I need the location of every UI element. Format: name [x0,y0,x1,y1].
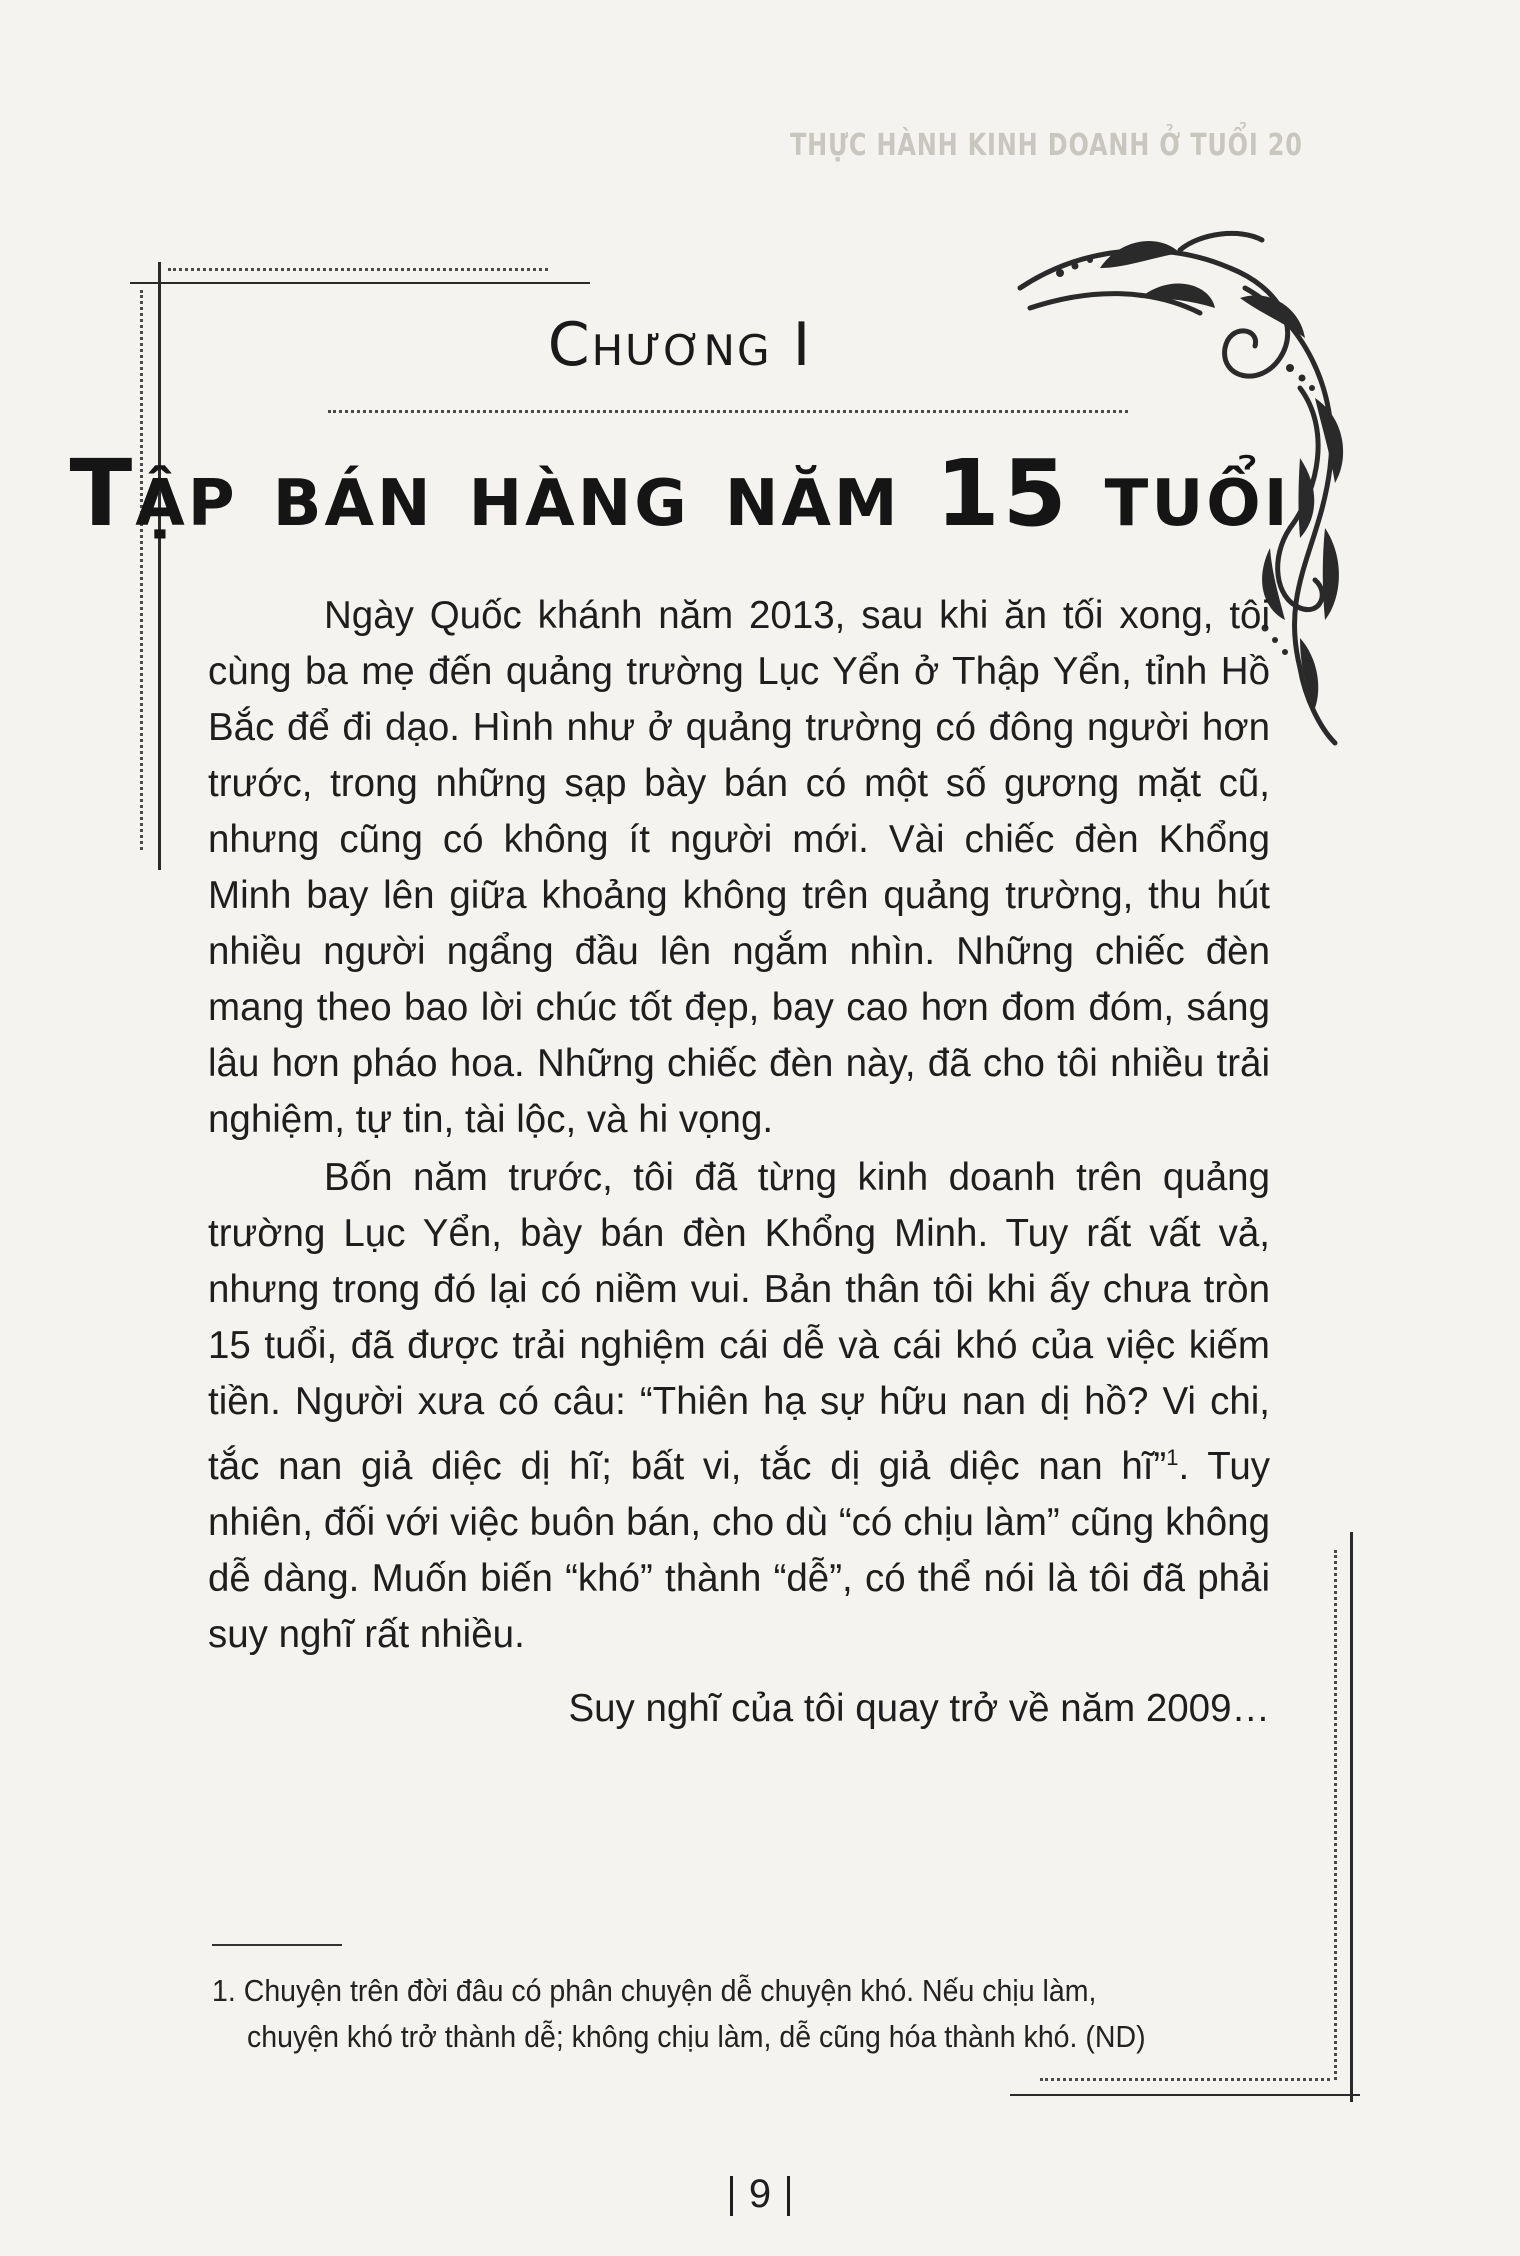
frame-right-line [1350,1532,1353,2102]
footnote [212,1968,1224,2060]
footnote-line-1: Chuyện trên đời đâu có phân chuyện dễ chuyện khó. Nếu chịu làm, [243,1973,1097,2008]
chapter-divider [328,410,1128,413]
footnote-line-2: chuyện khó trở thành dễ; không chịu làm, dễ cũng hóa thành khó. (ND) [246,2019,1146,2054]
footnote-number: 1. [212,1973,236,2008]
paragraph-2-text: Bốn năm trước, tôi đã từng kinh doanh trên quảng trường Lục Yển, bày bán đèn Khổng Minh. Tuy rất vất vả, nhưng trong đó lại có niềm vui. Bản thân tôi khi ấy chưa tròn 15 tuổi, đã được trải nghiệm cái dễ và cái khó của việc kiếm tiền. Người xưa có câu: “Thiên hạ sự hữu nan dị hồ? Vi chi, tắc nan giả diệc dị hĩ; bất vi, tắc dị giả diệc nan hĩ” [208,1156,1270,1488]
bleed-through-header: THỰC HÀNH KINH DOANH Ở TUỔI 20 [790,128,1303,163]
body-text [208,588,1270,1737]
closing-line: Suy nghĩ của tôi quay trở về năm 2009… [568,1686,1270,1730]
paragraph-2: Bốn năm trước, tôi đã từng kinh doanh trên quảng trường Lục Yển, bày bán đèn Khổng Minh. Tuy rất vất vả, nhưng trong đó lại có niềm vui. Bản thân tôi khi ấy chưa tròn 15 tuổi, đã được trải nghiệm cái dễ và cái khó của việc kiếm tiền. Người xưa có câu: “Thiên hạ sự hữu nan dị hồ? Vi chi, tắc nan giả diệc dị hĩ; bất vi, tắc dị giả diệc nan hĩ”$^1$. Tuy nhiên, đối với việc buôn bán, cho dù “có chịu làm” cũng không dễ dàng. Muốn biến “khó” thành “dễ”, có thể nói là tôi đã phải suy nghĩ rất nhiều. [208,1156,1271,1656]
paragraph-2-continuation: Tuy nhiên, đối với việc buôn bán, cho dù “có chịu làm” cũng không dễ dàng. Muốn biến “khó” thành “dễ”, có thể nói là tôi đã phải suy nghĩ rất nhiều. [208,1444,1271,1656]
page-number-bar-right [787,2176,790,2216]
frame-bottom-dotted [1040,2078,1330,2081]
frame-top-dotted [168,268,548,271]
frame-right-dotted [1334,1550,1337,2080]
frame-bottom-line [1010,2094,1360,2096]
footnote-reference: 1 [1166,1445,1179,1470]
chapter-title: Tập bán hàng năm 15 tuổi [69,440,1291,547]
chapter-label: Chương I [547,310,813,380]
paragraph-1: Ngày Quốc khánh năm 2013, sau khi ăn tối xong, tôi cùng ba mẹ đến quảng trường Lục Yển ở Thập Yển, tỉnh Hồ Bắc để đi dạo. Hình như ở quảng trường có đông người hơn trước, trong những sạp bày bán có một số gương mặt cũ, nhưng cũng có không ít người mới. Vài chiếc đèn Khổng Minh bay lên giữa khoảng không trên quảng trường, thu hút nhiều người ngẩng đầu lên ngắm nhìn. Những chiếc đèn mang theo bao lời chúc tốt đẹp, bay cao hơn đom đóm, sáng lâu hơn pháo hoa. Những chiếc đèn này, đã cho tôi nhiều trải nghiệm, tự tin, tài lộc, và hi vọng. [208,594,1270,1141]
page-number-bar-left [730,2176,733,2216]
page-number [0,2172,1520,2217]
page-number-value: 9 [748,2172,772,2216]
footnote-rule [212,1944,342,1946]
frame-top-line [130,282,590,284]
